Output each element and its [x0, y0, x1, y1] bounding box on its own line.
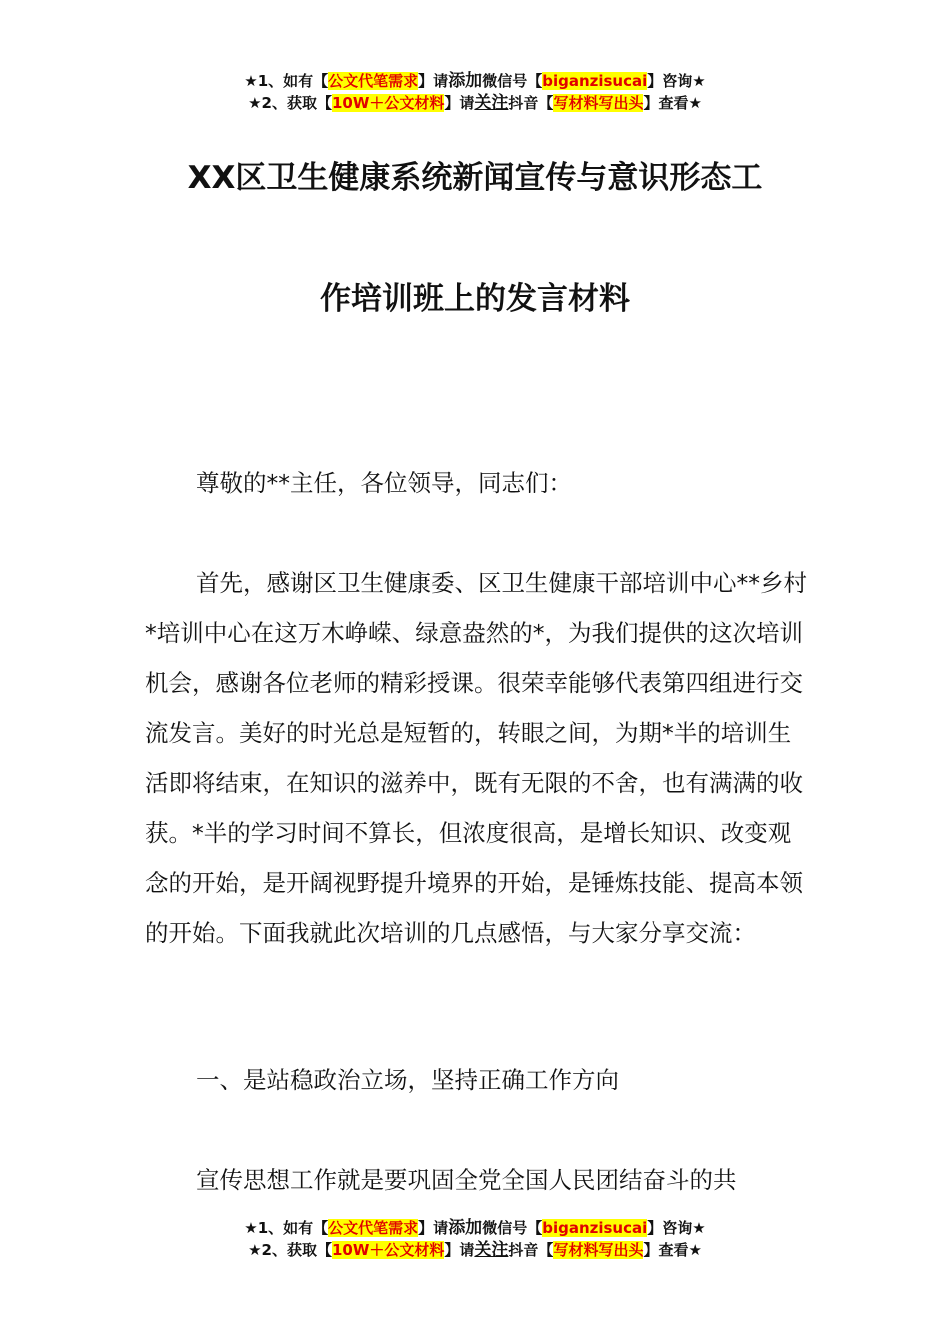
section-heading-1	[145, 1055, 810, 1105]
banner-text: ★1、如有【	[244, 72, 329, 90]
paragraph-1-text: 首先，感谢区卫生健康委、区卫生健康干部培训中心**乡村*培训中心在这万木峥嵘、绿意盎然的*，为我们提供的这次培训机会，感谢各位老师的精彩授课。很荣幸能够代表第四组进行交流发言。美好的时光总是短暂的，转眼之间，为期*半的培训生活即将结束，在知识的滋养中，既有无限的不舍，也有满满的收获。*半的学习时间不算长，但浓度很高，是增长知识、改变观念的开始，是开阔视野提升境界的开始，是锤炼技能、提高本领的开始。下面我就此次培训的几点感悟，与大家分享交流：	[145, 569, 807, 947]
banner-text: ★2、获取【	[248, 94, 332, 112]
banner-text: 】咨询★	[647, 72, 706, 90]
banner-text: 抖音【	[508, 1241, 554, 1259]
highlight-service: 公文代笔需求	[328, 72, 419, 90]
banner-line-2	[0, 1239, 950, 1261]
top-banner	[0, 70, 950, 114]
banner-emphasis: 关注	[474, 93, 509, 113]
banner-text: 】请	[418, 72, 449, 90]
highlight-materials: 10W＋公文材料	[331, 94, 445, 112]
highlight-wechat-id: biganzisucai	[542, 1219, 648, 1237]
banner-text: 】请	[444, 94, 475, 112]
banner-text: 】查看★	[643, 1241, 702, 1259]
banner-line-1	[0, 70, 950, 92]
highlight-wechat-id: biganzisucai	[542, 72, 648, 90]
banner-emphasis: 添加	[448, 1218, 483, 1238]
banner-text: ★2、获取【	[248, 1241, 332, 1259]
highlight-service: 公文代笔需求	[328, 1219, 419, 1237]
document-title-line-2: 作培训班上的发言材料	[320, 281, 630, 317]
banner-text: 】请	[418, 1219, 449, 1237]
banner-text: 微信号【	[482, 72, 543, 90]
paragraph-1	[145, 558, 810, 958]
banner-text: 微信号【	[482, 1219, 543, 1237]
banner-line-2	[0, 92, 950, 114]
paragraph-2	[145, 1155, 810, 1205]
banner-text: 】咨询★	[647, 1219, 706, 1237]
bottom-banner	[0, 1217, 950, 1261]
banner-emphasis: 关注	[474, 1240, 509, 1260]
banner-text: 】请	[444, 1241, 475, 1259]
banner-text: 】查看★	[643, 94, 702, 112]
banner-text: 抖音【	[508, 94, 554, 112]
section-heading-1-text: 一、是站稳政治立场，坚持正确工作方向	[196, 1066, 619, 1094]
document-title-line-1: XX区卫生健康系统新闻宣传与意识形态工	[187, 160, 763, 196]
highlight-douyin-account: 写材料写出头	[553, 1241, 644, 1259]
greeting-text: 尊敬的**主任，各位领导，同志们：	[196, 469, 572, 497]
banner-emphasis: 添加	[448, 71, 483, 91]
banner-line-1	[0, 1217, 950, 1239]
banner-text: ★1、如有【	[244, 1219, 329, 1237]
highlight-douyin-account: 写材料写出头	[553, 94, 644, 112]
paragraph-2-text: 宣传思想工作就是要巩固全党全国人民团结奋斗的共	[196, 1166, 737, 1194]
highlight-materials: 10W＋公文材料	[331, 1241, 445, 1259]
greeting	[145, 458, 810, 508]
